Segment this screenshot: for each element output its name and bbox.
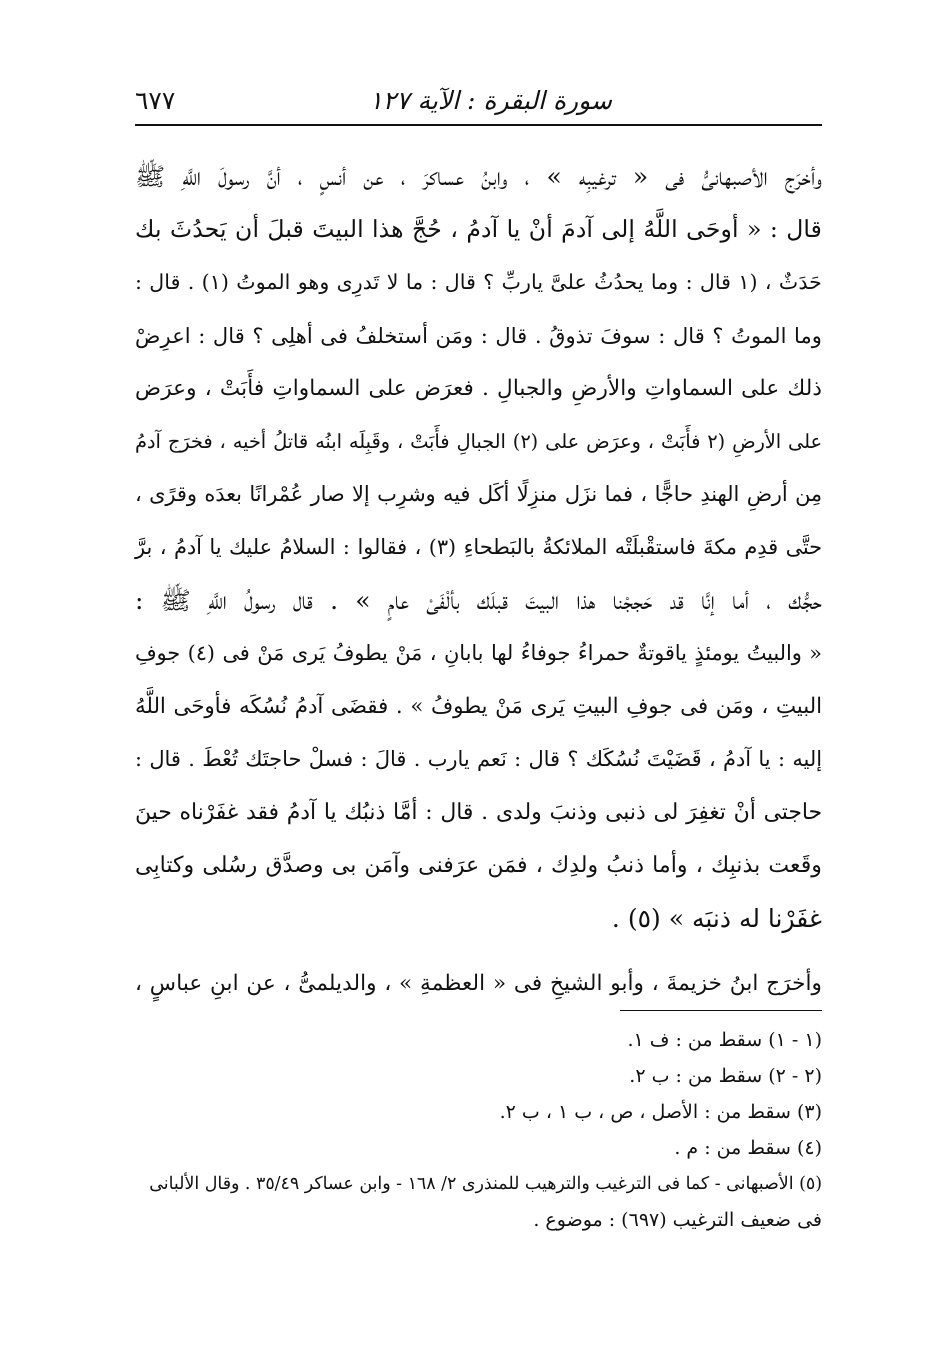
footnote-divider xyxy=(620,1010,822,1011)
paragraph-2 xyxy=(135,957,822,1010)
text-line: ذلك على السماواتِ والأرضِ والجبالِ . فعرَض على السماواتِ فأَبَتْ ، وعرَض xyxy=(135,376,822,401)
footnote: (٣) سقط من : الأصل ، ص ، ب ١ ، ب ٢. xyxy=(499,1101,822,1123)
text-line: حتَّى قدِم مكةَ فاستقْبلَتْه الملائكةُ بالبَطحاءِ (٣) ، فقالوا : السلامُ عليك يا آدمُ ، برَّ xyxy=(135,535,822,559)
text-line: إليه : يا آدمُ ، قَضَيْتَ نُسُكَك ؟ قال : نَعم يارب . قالَ : فسلْ حاجتَك تُعْطَ . قال : xyxy=(135,747,822,771)
paragraph-gap xyxy=(135,945,822,957)
text-line: غفَرْنا له ذنبَه » (٥) . xyxy=(611,904,822,933)
header-divider xyxy=(135,124,822,126)
running-header xyxy=(135,78,822,122)
text-line: البيتِ ، ومَن فى جوفِ البيتِ يَرى مَنْ يطوفُ » . فقضَى آدمُ نُسُكَه فأوحَى اللَّهُ xyxy=(135,694,822,719)
footnote: (٥) الأصبهانى - كما فى الترغيب والترهيب للمنذرى ٢/ ١٦٨ - وابن عساكر ٣٥/٤٩ . وقال الألبانى xyxy=(149,1174,822,1194)
text-line: « والبيتُ يومئذٍ ياقوتةٌ حمراءُ جوفاءُ لها بابانِ ، مَنْ يطوفُ يَرى مَنْ فى (٤) جوفِ xyxy=(135,641,822,665)
footnote: (٢ - ٢) سقط من : ب ٢. xyxy=(629,1065,822,1087)
header-title: سورة البقرة : الآية ١٢٧ xyxy=(369,86,612,115)
text-line: على الأرضِ (٢ فأَبَتْ ، وعرَض على (٢) الجبالِ فأَبَتْ ، وقَبِلَه ابنُه قاتلُ أخيه ، فخرَج آدمُ xyxy=(135,430,822,453)
text-line: وأخرَج ابنُ خزيمةَ ، وأبو الشيخِ فى « العظمةِ » ، والديلمىُّ ، عن ابنِ عباسٍ ، xyxy=(135,971,822,996)
text-line: وأخرَج الأصبهانىُّ فى « ترغيبِه » ، وابنُ عساكرَ ، عن أنسٍ ، أنَّ رسولَ اللَّهِ ﷺ xyxy=(135,162,822,191)
page-number: ٦٧٧ xyxy=(135,86,176,115)
text-line: مِن أرضِ الهندِ حاجًّا ، فما نزَل منزِلًا أكَل فيه وشرِب إلا صار عُمْرانًا بعدَه وقرًى ، xyxy=(135,482,822,506)
paragraph-1 xyxy=(135,150,822,945)
footnote: (٤) سقط من : م . xyxy=(674,1137,822,1159)
footnotes xyxy=(135,1022,822,1238)
main-text xyxy=(135,150,822,1010)
text-line: حَدَثٌ ، (١ قال : وما يحدُثُ علىَّ ياربِّ ؟ قال : ما لا تَدرِى وهو الموتُ (١) . قال : xyxy=(135,270,822,294)
footnote: (١ - ١) سقط من : ف ١. xyxy=(627,1029,822,1051)
footnote: فى ضعيف الترغيب (٦٩٧) : موضوع . xyxy=(533,1209,822,1231)
text-line: وما الموتُ ؟ قال : سوفَ تذوقُ . قال : ومَن أستخلفُ فى أهلِى ؟ قال : اعرِضْ xyxy=(135,323,822,348)
text-line: قال : « أوحَى اللَّهُ إلى آدمَ أنْ يا آدمُ ، حُجَّ هذا البيتَ قبلَ أن يَحدُثَ بك xyxy=(135,215,822,243)
text-line: حاجتى أنْ تغفِرَ لى ذنبى وذنبَ ولدى . قال : أمَّا ذنبُك يا آدمُ فقد غفَرْناه حينَ xyxy=(135,800,822,825)
text-line: حجُّك ، أما إنَّا قد حَججْنا هذا البيتَ قبلَك بألْفَىْ عامٍ » . قال رسولُ اللَّهِ ﷺ : xyxy=(135,586,822,615)
text-line: وقَعت بذنبِك ، وأما ذنبُ ولدِك ، فمَن عرَفنى وآمَن بى وصدَّق رسُلى وكتابِى xyxy=(135,852,822,878)
